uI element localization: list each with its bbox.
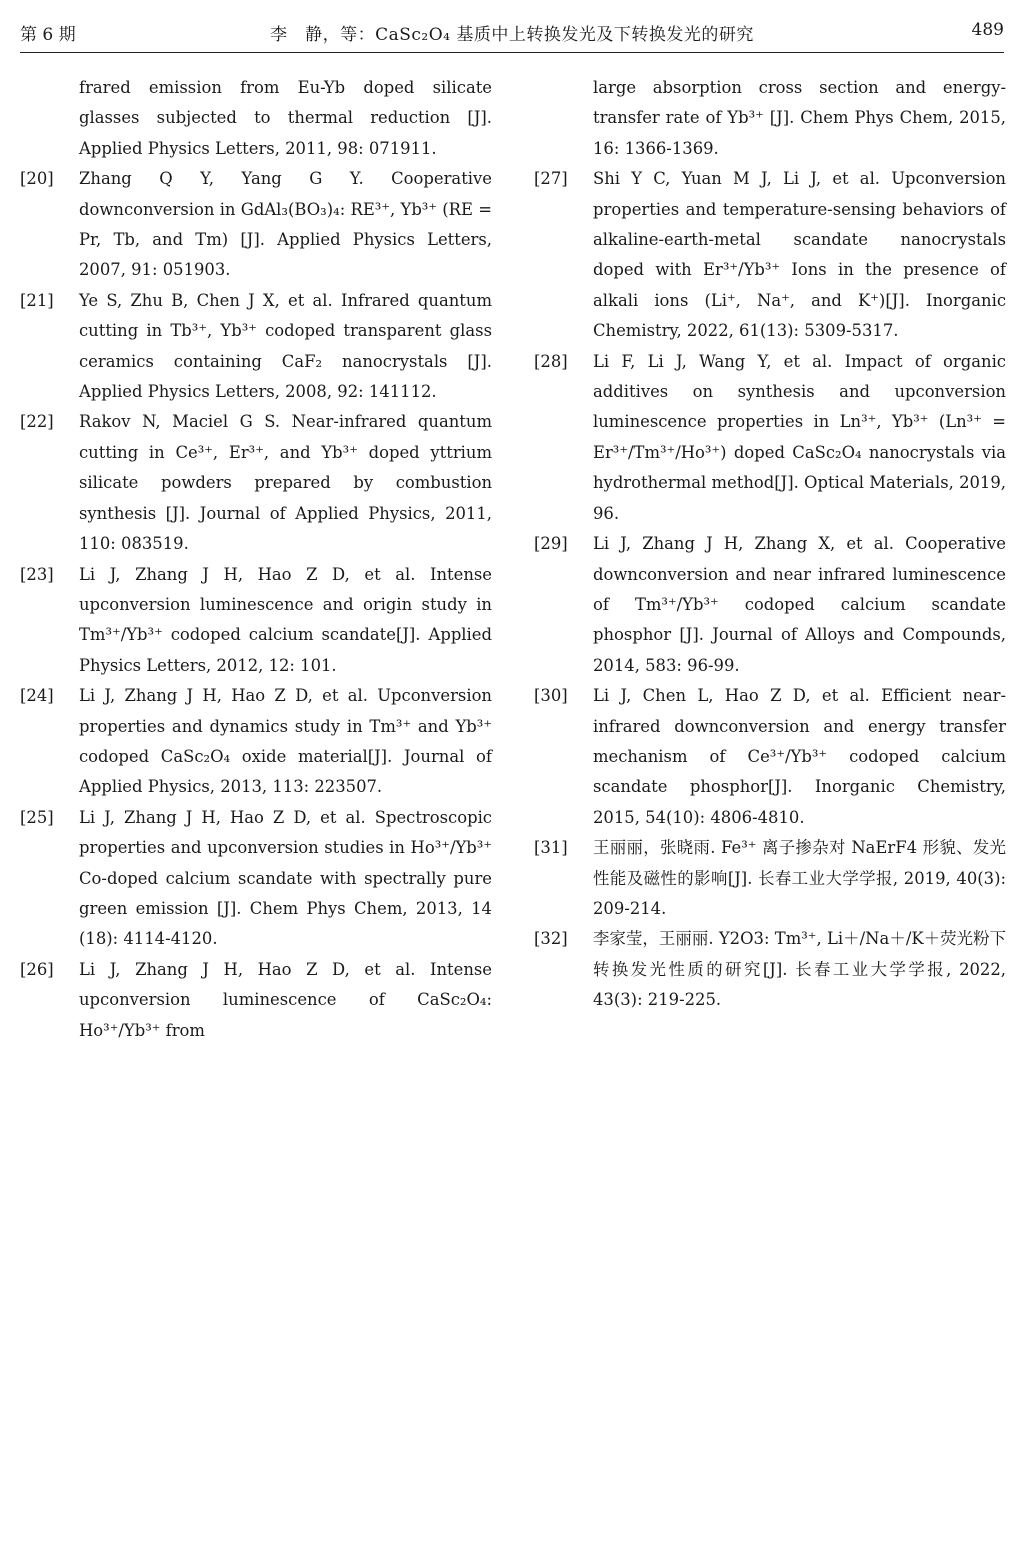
- reference-item: [20, 681, 492, 803]
- header-rule: [20, 52, 1004, 53]
- reference-number: [27]: [534, 169, 568, 189]
- reference-text: Li F, Li J, Wang Y, et al. Impact of organic additives on synthesis and upconversion luminescence properties in Ln³⁺, Yb³⁺ (Ln³⁺ = Er³⁺/Tm³⁺/Ho³⁺) doped CaSc₂O₄ nanocrystals via hydrothermal method[J]. Optical Materials, 2019, 96.: [593, 351, 1006, 523]
- reference-item: [20, 560, 492, 682]
- reference-item: [534, 529, 1006, 681]
- reference-text: Zhang Q Y, Yang G Y. Cooperative downconversion in GdAl₃(BO₃)₄: RE³⁺, Yb³⁺ (RE = Pr, Tb, and Tm) [J]. Applied Physics Letters, 2007, 91: 051903.: [79, 169, 492, 280]
- reference-text: Ye S, Zhu B, Chen J X, et al. Infrared quantum cutting in Tb³⁺, Yb³⁺ codoped transparent glass ceramics containing CaF₂ nanocrystals [J]. Applied Physics Letters, 2008, 92: 141112.: [79, 290, 492, 402]
- reference-number: [23]: [20, 564, 54, 584]
- reference-item: [20, 955, 492, 1046]
- reference-number: [26]: [20, 959, 54, 979]
- reference-item: [20, 164, 492, 286]
- reference-number: [28]: [534, 351, 568, 371]
- reference-text: Li J, Chen L, Hao Z D, et al. Efficient near-infrared downconversion and energy transfer mechanism of Ce³⁺/Yb³⁺ codoped calcium scandate phosphor[J]. Inorganic Chemistry, 2015, 54(10): 4806-4810.: [593, 686, 1006, 827]
- reference-number: [22]: [20, 412, 54, 432]
- reference-number: [25]: [20, 807, 54, 827]
- reference-text: Li J, Zhang J H, Zhang X, et al. Cooperative downconversion and near infrared luminescence of Tm³⁺/Yb³⁺ codoped calcium scandate phosphor [J]. Journal of Alloys and Compounds, 2014, 583: 96-99.: [593, 534, 1006, 675]
- reference-number: [24]: [20, 686, 54, 706]
- reference-number: [29]: [534, 534, 568, 554]
- reference-item: [20, 286, 492, 408]
- reference-number: [20]: [20, 169, 54, 189]
- reference-continuation: frared emission from Eu-Yb doped silicate glasses subjected to thermal reduction [J]. Applied Physics Letters, 2011, 98: 071911.: [79, 78, 492, 158]
- reference-text: Li J, Zhang J H, Hao Z D, et al. Spectroscopic properties and upconversion studies in Ho³⁺/Yb³⁺ Co-doped calcium scandate with spectrally pure green emission [J]. Chem Phys Chem, 2013, 14 (18): 4114-4120.: [79, 807, 492, 949]
- reference-item: [534, 924, 1006, 1015]
- reference-text: 李家莹，王丽丽. Y2O3: Tm³⁺, Li＋/Na＋/K＋荧光粉下转换发光性质的研究[J]. 长春工业大学学报, 2022, 43(3): 219-225.: [593, 929, 1006, 1010]
- reference-text: Li J, Zhang J H, Hao Z D, et al. Upconversion properties and dynamics study in Tm³⁺ and Yb³⁺ codoped CaSc₂O₄ oxide material[J]. Journal of Applied Physics, 2013, 113: 223507.: [79, 686, 492, 797]
- right-column: [534, 73, 1006, 1016]
- reference-item: [20, 407, 492, 559]
- reference-number: [31]: [534, 838, 568, 858]
- reference-item: [534, 347, 1006, 529]
- reference-continuation: large absorption cross section and energy-transfer rate of Yb³⁺ [J]. Chem Phys Chem, 2015, 16: 1366-1369.: [593, 78, 1006, 158]
- left-column: [20, 73, 492, 1046]
- reference-text: Rakov N, Maciel G S. Near-infrared quantum cutting in Ce³⁺, Er³⁺, and Yb³⁺ doped yttrium silicate powders prepared by combustion synthesis [J]. Journal of Applied Physics, 2011, 110: 083519.: [79, 412, 492, 554]
- page-number: 489: [971, 20, 1004, 40]
- reference-number: [32]: [534, 929, 568, 949]
- issue-label: 第 6 期: [20, 25, 76, 45]
- reference-text: Li J, Zhang J H, Hao Z D, et al. Intense upconversion luminescence of CaSc₂O₄: Ho³⁺/Yb³⁺ from: [79, 959, 492, 1040]
- running-header: [20, 18, 1004, 50]
- reference-number: [30]: [534, 686, 568, 706]
- reference-item: [534, 833, 1006, 924]
- reference-text: Shi Y C, Yuan M J, Li J, et al. Upconversion properties and temperature-sensing behaviors of alkaline-earth-metal scandate nanocrystals doped with Er³⁺/Yb³⁺ Ions in the presence of alkali ions (Li⁺, Na⁺, and K⁺)[J]. Inorganic Chemistry, 2022, 61(13): 5309-5317.: [593, 169, 1006, 341]
- reference-item: [20, 803, 492, 955]
- running-title: 李 静，等：CaSc₂O₄ 基质中上转换发光及下转换发光的研究: [270, 25, 754, 45]
- reference-item: [534, 681, 1006, 833]
- reference-number: [21]: [20, 290, 54, 310]
- reference-item: [534, 164, 1006, 346]
- reference-text: Li J, Zhang J H, Hao Z D, et al. Intense upconversion luminescence and origin study in Tm³⁺/Yb³⁺ codoped calcium scandate[J]. Applied Physics Letters, 2012, 12: 101.: [79, 564, 492, 675]
- reference-text: 王丽丽，张晓雨. Fe³⁺ 离子掺杂对 NaErF4 形貌、发光性能及磁性的影响[J]. 长春工业大学学报, 2019, 40(3): 209-214.: [593, 838, 1006, 918]
